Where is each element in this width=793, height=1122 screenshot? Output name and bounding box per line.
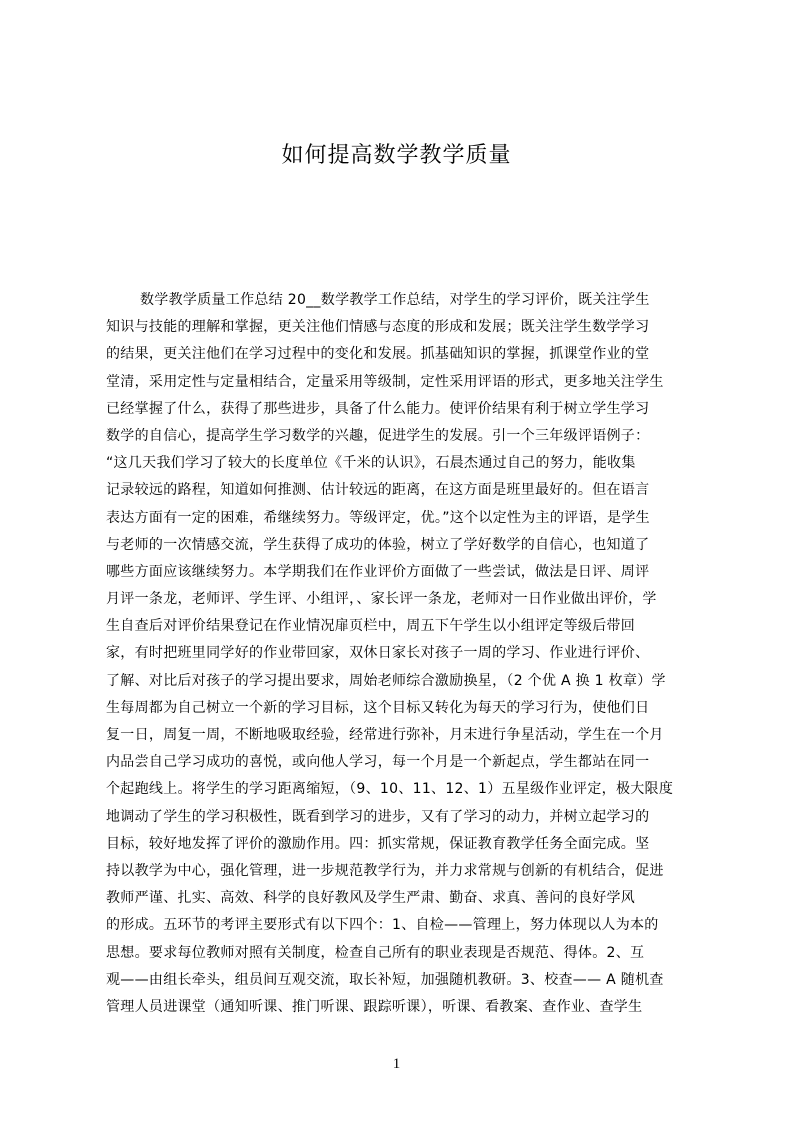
text-line: 知识与技能的理解和掌握，更关注他们情感与态度的形成和发展；既关注学生数学学习 (106, 319, 650, 336)
text-line: 的结果，更关注他们在学习过程中的变化和发展。抓基础知识的掌握，抓课堂作业的堂 (106, 346, 650, 363)
text-line: 观——由组长牵头，组员间互观交流，取长补短，加强随机教研。3、校查—— A 随机查 (106, 971, 664, 988)
text-line: 月评一条龙，老师评、学生评、小组评，、家长评一条龙，老师对一日作业做出评价，学 (106, 591, 657, 608)
text-line: 管理人员进课堂（通知听课、推门听课、跟踪听课），听课、看教案、查作业、查学生 (106, 998, 643, 1015)
page-number: 1 (392, 1056, 401, 1072)
text-line: 数学的自信心，提高学生学习数学的兴趣，促进学生的发展。引一个三年级评语例子： (106, 427, 650, 444)
text-line: 哪些方面应该继续努力。本学期我们在作业评价方面做了一些尝试，做法是日评、周评 (106, 563, 650, 580)
text-line: 教师严谨、扎实、高效、科学的良好教风及学生严肃、勤奋、求真、善问的良好学风 (106, 890, 636, 907)
text-line: 已经掌握了什么，获得了那些进步，具备了什么能力。使评价结果有利于树立学生学习 (106, 400, 650, 417)
text-line: 数学教学质量工作总结 20__数学教学工作总结，对学生的学习评价，既关注学生 (140, 292, 650, 308)
text-line: 内品尝自己学习成功的喜悦，或向他人学习，每一个月是一个新起点，学生都站在同一 (106, 754, 650, 771)
text-line: 持以教学为中心，强化管理，进一步规范教学行为，并力求常规与创新的有机结合，促进 (106, 862, 664, 879)
text-line: 目标，较好地发挥了评价的激励作用。四：抓实常规，保证教育教学任务全面完成。坚 (106, 835, 650, 852)
text-line: 生每周都为自己树立一个新的学习目标，这个目标又转化为每天的学习行为，使他们日 (106, 699, 650, 716)
text-line: 的形成。五环节的考评主要形式有以下四个：1、自检——管理上，努力体现以人为本的 (106, 917, 659, 934)
document-title: 如何提高数学教学质量 (281, 143, 512, 168)
text-line: 个起跑线上。将学生的学习距离缩短，（9、10、11、12、1）五星级作业评定，极大限度 (106, 781, 674, 798)
text-line: 思想。要求每位教师对照有关制度，检查自己所有的职业表现是否规范、得体。2、互 (106, 944, 645, 961)
text-line: 家，有时把班里同学好的作业带回家，双休日家长对孩子一周的学习、作业进行评价、 (106, 645, 650, 662)
text-line: 表达方面有一定的困难，希继续努力。等级评定，优。”这个以定性为主的评语，是学生 (106, 509, 650, 526)
text-line: 地调动了学生的学习积极性，既看到学习的进步，又有了学习的动力，并树立起学习的 (106, 808, 650, 825)
text-line: 与老师的一次情感交流，学生获得了成功的体验，树立了学好数学的自信心，也知道了 (106, 536, 650, 553)
text-line: “这几天我们学习了较大的长度单位《千米的认识》，石晨杰通过自己的努力，能收集 (106, 455, 636, 472)
text-line: 记录较远的路程，知道如何推测、估计较远的距离，在这方面是班里最好的。但在语言 (106, 482, 650, 499)
text-line: 生自查后对评价结果登记在作业情况扉页栏中，周五下午学生以小组评定等级后带回 (106, 618, 636, 635)
text-line: 了解、对比后对孩子的学习提出要求，周始老师综合激励换星，（2 个优 A 换 1 枚章）学 (106, 672, 666, 689)
text-line: 堂清，采用定性与定量相结合，定量采用等级制，定性采用评语的形式，更多地关注学生 (106, 373, 664, 390)
body-paragraph (106, 287, 698, 1015)
text-line: 复一日，周复一周，不断地吸取经验，经常进行弥补，月末进行争星活动，学生在一个月 (106, 727, 664, 743)
